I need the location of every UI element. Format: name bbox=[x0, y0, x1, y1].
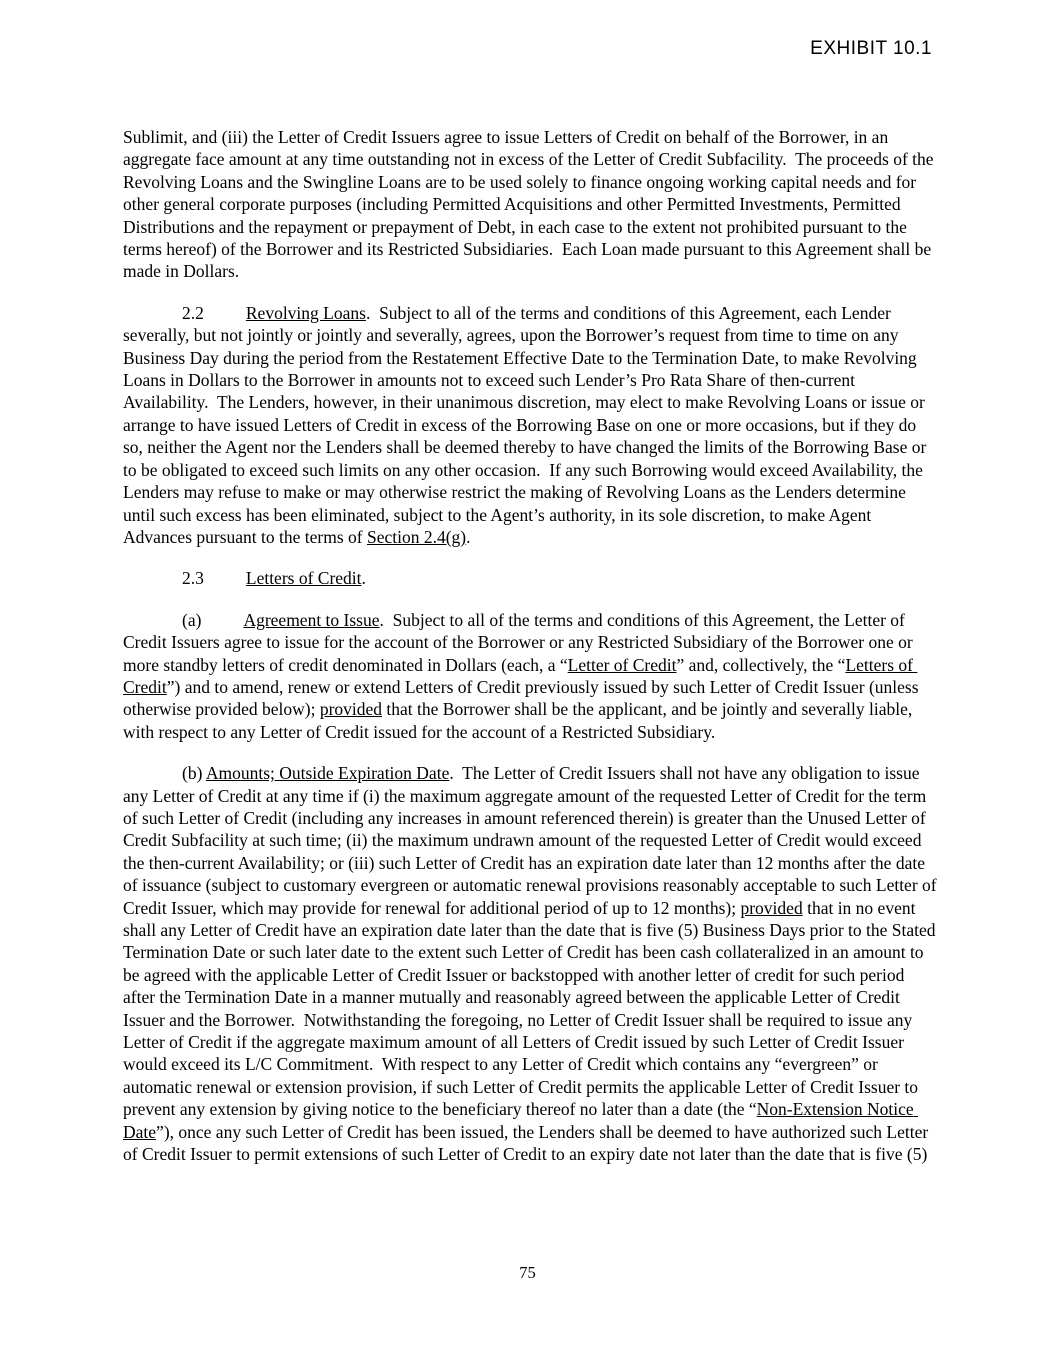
underlined-text-run: provided bbox=[319, 699, 383, 720]
text-run: . The Letter of Credit Issuers shall not have any obligation to issue any Letter of Credit at any time if (i) the maximum aggregate amount of the requested Letter of Credit for the term of such Letter of Credit (including any increases in amount referenced therein) is greater than the Unused Letter of Credit Subfacility at such time; (ii) the maximum undrawn amount of the requested Letter of Credit would exceed the then-current Availability; or (iii) such Letter of Credit has an expiration date later than 12 months after the date of issuance (subject to customary evergreen or automatic renewal provisions reasonably acceptable to such Letter of Credit Issuer, which may provide for renewal for additional period of up to 12 months); bbox=[123, 763, 941, 918]
document-body bbox=[123, 126, 941, 1184]
text-run: Sublimit, and (iii) the Letter of Credit Issuers agree to issue Letters of Credit on behalf of the Borrower, in an aggregate face amount at any time outstanding not in excess of the Letter of Credit Subfacility. The proceeds of the Revolving Loans and the Swingline Loans are to be used solely to finance ongoing working capital needs and for other general corporate purposes (including Permitted Acquisitions and other Permitted Investments, Permitted Distributions and the repayment or prepayment of Debt, in each case to the extent not prohibited pursuant to the terms hereof) of the Borrower and its Restricted Subsidiaries. Each Loan made pursuant to this Agreement shall be made in Dollars. bbox=[123, 127, 938, 282]
text-run: 2.3 bbox=[182, 568, 204, 589]
text-run: that in no event shall any Letter of Credit have an expiration date later than the date that is five (5) Business Days prior to the Stated Termination Date or such later date to the extent such Letter of Credit has been cash collateralized in an amount to be agreed with the applicable Letter of Credit Issuer or backstopped with another letter of credit for such period after the Termination Date in a manner mutually and reasonably agreed between the applicable Letter of Credit Issuer and the Borrower. Notwithstanding the foregoing, no Letter of Credit Issuer shall be required to issue any Letter of Credit if the aggregate maximum amount of all Letters of Credit issued by such Letter of Credit Issuer would exceed its L/C Commitment. With respect to any Letter of Credit which contains any “evergreen” or automatic renewal or extension provision, if such Letter of Credit permits the applicable Letter of Credit Issuer to prevent any extension by giving notice to the beneficiary thereof no later than a date (the “ bbox=[123, 897, 940, 1120]
text-run: ”) and to amend, renew or extend Letters of Credit previously issued by such Letter of Credit Issuer (unless otherwise provided below); bbox=[123, 676, 923, 720]
clause-a-agreement-to-issue bbox=[123, 609, 938, 743]
underlined-text-run: Amounts; Outside Expiration Date bbox=[205, 763, 450, 784]
text-run: (b) bbox=[182, 763, 206, 784]
underlined-text-run: Letter of Credit bbox=[567, 654, 677, 675]
text-run: that the Borrower shall be the applicant, and be jointly and severally liable, with respect to any Letter of Credit issued for the account of a Restricted Subsidiary. bbox=[123, 699, 917, 742]
text-run: ” and, collectively, the “ bbox=[676, 654, 846, 675]
underlined-text-run: Agreement to Issue bbox=[243, 609, 380, 630]
clause-b-amounts-outside-expiration-date bbox=[123, 762, 941, 1165]
page-number: 75 bbox=[519, 1263, 536, 1282]
text-run: . bbox=[361, 568, 366, 589]
continuation-paragraph bbox=[123, 126, 938, 283]
underlined-text-run: Letters of Credit bbox=[245, 568, 362, 589]
text-run: 2.2 bbox=[182, 302, 204, 323]
text-run: . bbox=[466, 526, 471, 547]
text-run: . Subject to all of the terms and conditions of this Agreement, the Letter of Credit Issuers agree to issue for the account of the Borrower or any Restricted Subsidiary of the Borrower one or more standby letters of credit denominated in Dollars (each, a “ bbox=[123, 609, 918, 675]
text-run: ”), once any such Letter of Credit has been issued, the Lenders shall be deemed to have authorized such Letter of Credit Issuer to permit extensions of such Letter of Credit to an expiry date not later than the date that is five (5) bbox=[123, 1121, 933, 1165]
section-2-2-revolving-loans bbox=[123, 302, 938, 548]
underlined-text-run: Letters of Credit bbox=[123, 654, 918, 697]
underlined-text-run: provided bbox=[740, 897, 803, 918]
exhibit-label: EXHIBIT 10.1 bbox=[810, 38, 932, 59]
underlined-text-run: Section 2.4(g) bbox=[366, 526, 467, 547]
underlined-text-run: Revolving Loans bbox=[245, 302, 366, 323]
section-2-3-letters-of-credit-heading bbox=[123, 567, 938, 589]
text-run: (a) bbox=[182, 609, 202, 630]
text-run: . Subject to all of the terms and conditions of this Agreement, each Lender severally, but not jointly or jointly and severally, agrees, upon the Borrower’s request from time to time on any Business Day during the period from the Restatement Effective Date to the Termination Date, to make Revolving Loans in Dollars to the Borrower in amounts not to exceed such Lender’s Pro Rata Share of then-current Availability. The Lenders, however, in their unanimous discretion, may elect to make Revolving Loans or issue or arrange to have issued Letters of Credit in excess of the Borrowing Base on one or more occasions, but if they do so, neither the Agent nor the Lenders shall be deemed thereby to have changed the limits of the Borrowing Base or to be obligated to exceed such limits on any other occasion. If any such Borrowing would exceed Availability, the Lenders may refuse to make or may otherwise restrict the making of Revolving Loans as the Lenders determine until such excess has been eliminated, subject to the Agent’s authority, in its sole discretion, to make Agent Advances pursuant to the terms of bbox=[123, 302, 931, 547]
underlined-text-run: Non-Extension Notice Date bbox=[123, 1099, 918, 1142]
